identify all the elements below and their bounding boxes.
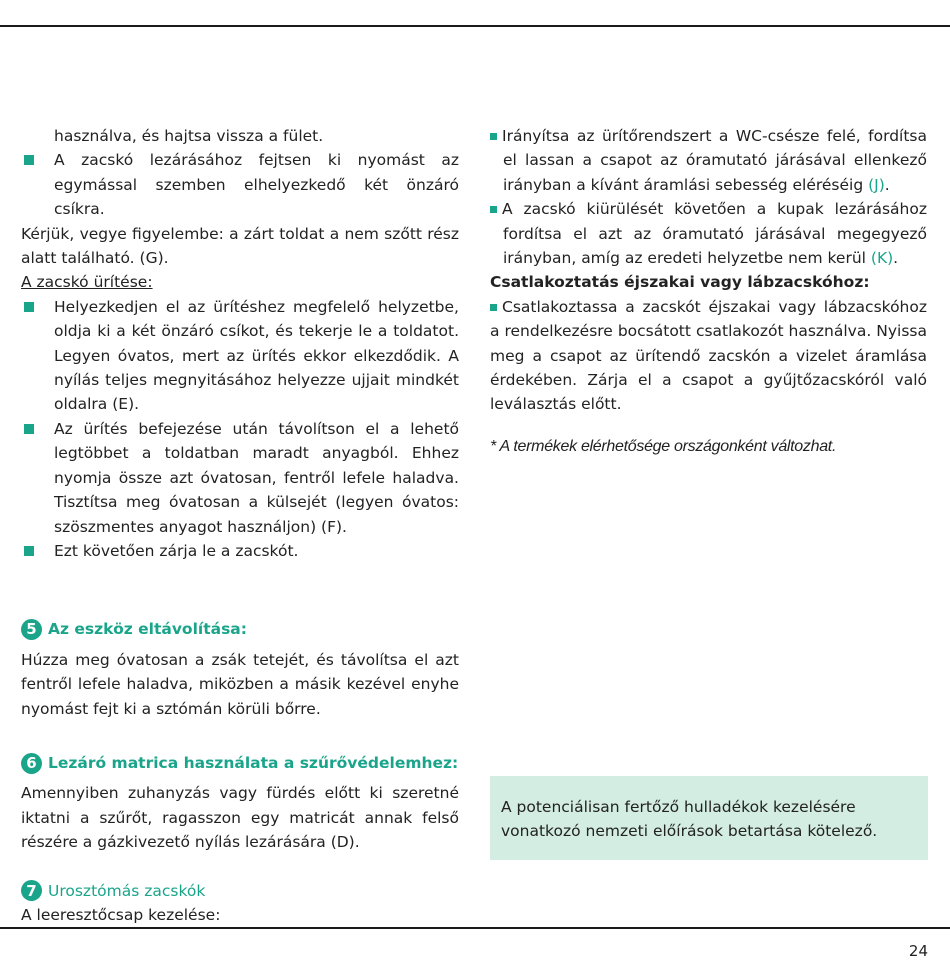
list-item: Irányítsa az ürítőrendszert a WC-csésze felé, fordítsa el lassan a csapot az óramutató járásával ellenkező irányban a kívánt áramlási sebesség eléréséig (J). (490, 124, 927, 197)
number-5-icon: 5 (21, 619, 42, 640)
section-6-body: Amennyiben zuhanyzás vagy fürdés előtt ki szeretné iktatni a szűrőt, ragasszon egy matricát annak felső részére a gázkivezető nyílás lezárására (D). (21, 784, 459, 852)
continued-line: használva, és hajtsa vissza a fület. (54, 127, 324, 145)
list-item: Az ürítés befejezése után távolítson el a lehető legtöbbet a toldatban maradt anyagból. Ehhez nyomja össze azt óvatosan, fentről lefele haladva. Tisztítsa meg óvatosan a külsejét (legyen óvatos: szöszmentes anyagot használjon) (F). (21, 417, 459, 539)
number-7-icon: 7 (21, 880, 42, 901)
availability-note: * A termékek elérhetősége országonként változhat. (490, 437, 837, 455)
bullet-square-icon (24, 155, 34, 165)
list-item: Ezt követően zárja le a zacskót. (21, 539, 459, 563)
bullet-square-icon (24, 546, 34, 556)
page-number: 24 (908, 942, 928, 960)
info-box: A potenciálisan fertőző hulladékok kezelésére vonatkozó nemzeti előírások betartása kötelező. (490, 776, 928, 860)
connect-body: Csatlakoztassa a zacskót éjszakai vagy lábzacskóhoz a rendelkezésre bocsátott csatlakozót használva. Nyissa meg a csapot az ürítendő zacskón a vizelet áramlása érdekében. Zárja el a csapot a gyűjtőzacskóról való leválasztás előtt. (490, 297, 927, 414)
connect-heading: Csatlakoztatás éjszakai vagy lábzacskóhoz: (490, 273, 870, 292)
section-6-title: 6 Lezáró matrica használata a szűrővédelemhez: (21, 751, 459, 775)
section-5-body: Húzza meg óvatosan a zsák tetejét, és távolítsa el azt fentről lefele haladva, miközben a másik kezével enyhe nyomást fejt ki a sztómán körüli bőrre. (21, 650, 459, 718)
section-7-subtitle: A leeresztőcsap kezelése: (21, 905, 221, 924)
emptying-heading: A zacskó ürítése: (21, 273, 153, 292)
bullet-square-icon (490, 206, 497, 213)
list-item: A zacskó lezárásához fejtsen ki nyomást az egymással szemben elhelyezkedő két önzáró csíkra. (21, 148, 459, 221)
bullet-square-icon (24, 302, 34, 312)
figure-ref-k: (K) (870, 249, 894, 268)
figure-ref-j: (J) (868, 175, 885, 194)
list-item: Helyezkedjen el az ürítéshez megfelelő helyzetbe, oldja ki a két önzáró csíkot, és tekerje le a toldatot. Legyen óvatos, mert az ürítés ekkor elkezdődik. A nyílás teljes megnyitásához helyezze ujjait mindkét oldalra (E). (21, 295, 459, 417)
section-5-title: 5 Az eszköz eltávolítása: (21, 617, 459, 641)
bottom-rule (0, 927, 950, 929)
bullet-square-icon (24, 424, 34, 434)
number-6-icon: 6 (21, 753, 42, 774)
bullet-square-icon (490, 304, 497, 311)
left-column (21, 124, 459, 927)
top-rule (0, 25, 950, 27)
bullet-square-icon (490, 133, 497, 140)
note-paragraph: Kérjük, vegye figyelembe: a zárt toldat a nem szőtt rész alatt található. (G). (21, 224, 459, 268)
list-item: A zacskó kiürülését követően a kupak lezárásához fordítsa el azt az óramutató járásával megegyező irányban, amíg az eredeti helyzetbe nem kerül (K). (490, 197, 927, 270)
section-7-title: 7 Urosztómás zacskók (21, 879, 459, 903)
right-column (490, 124, 927, 459)
